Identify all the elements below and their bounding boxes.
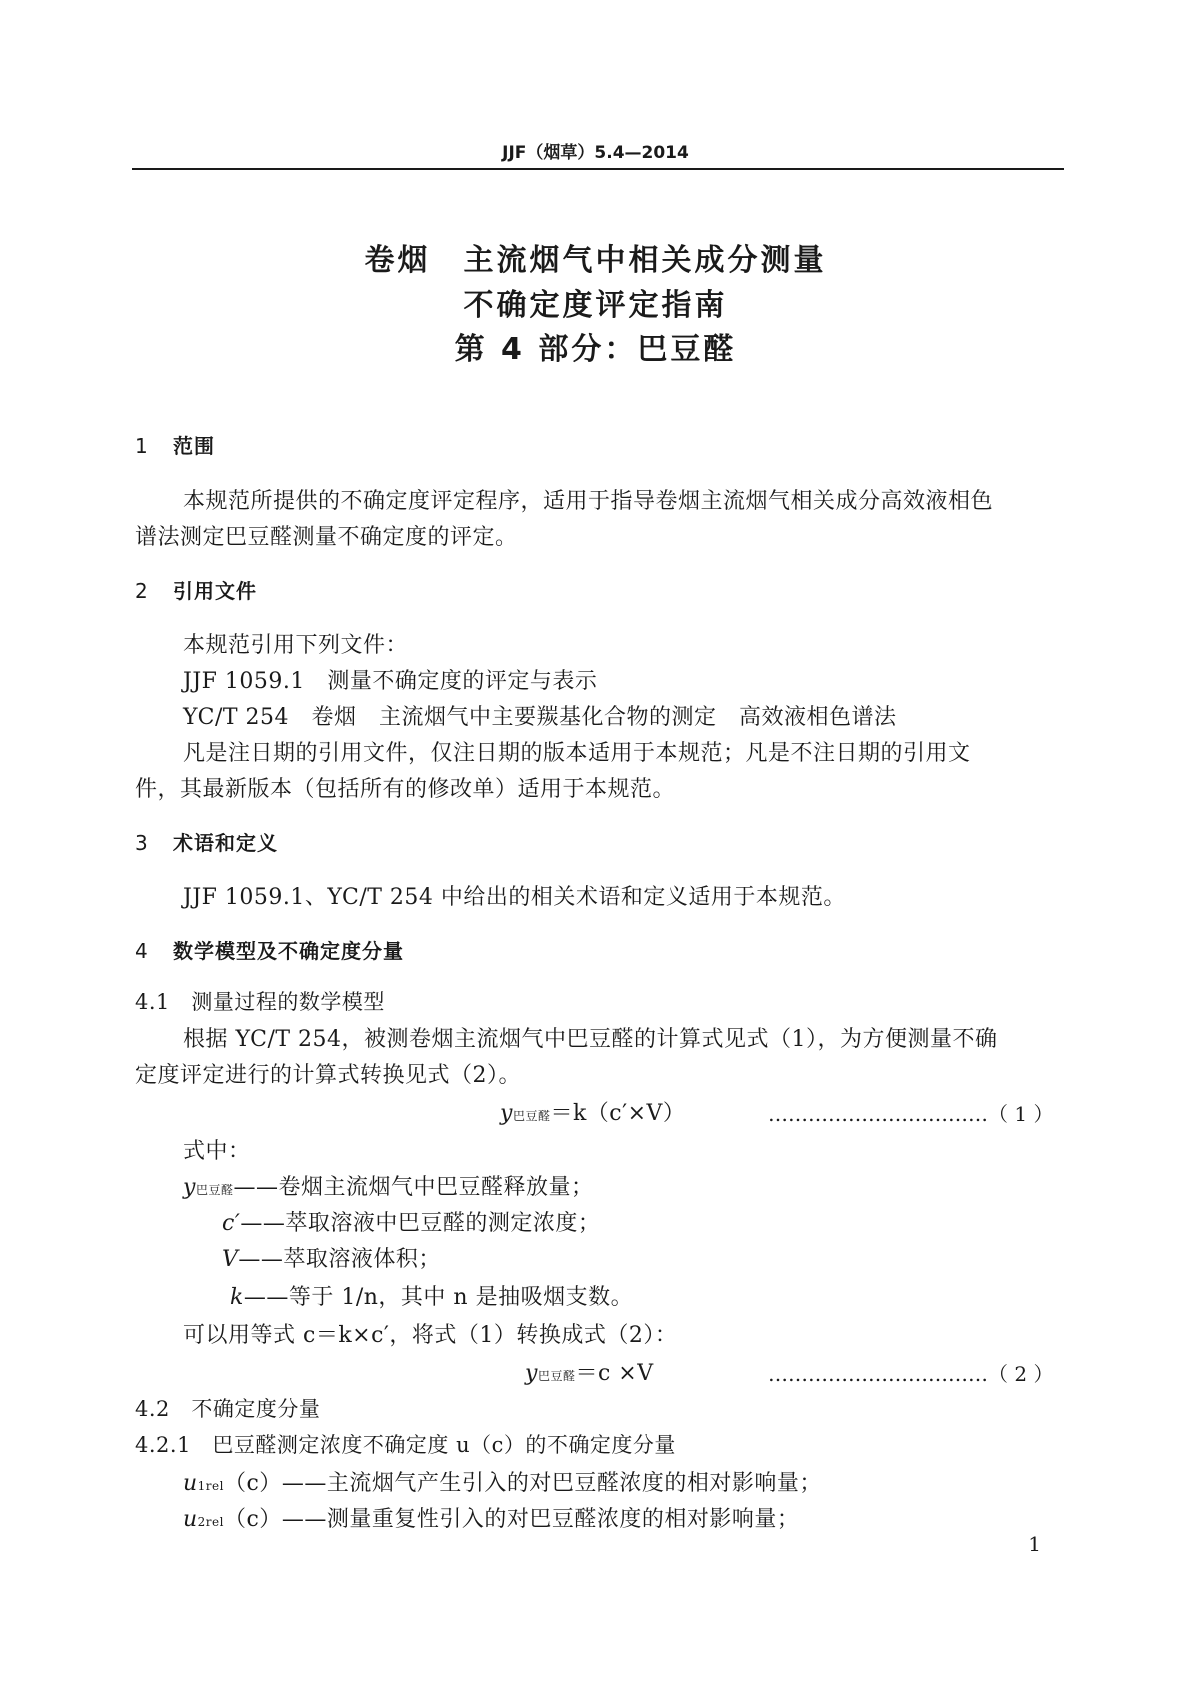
subsection-4-1-para-line-2: 定度评定进行的计算式转换见式（2）。 <box>135 1063 521 1088</box>
section-4-heading <box>135 935 404 964</box>
reference-yct-254: YC/T 254 卷烟 主流烟气中主要羰基化合物的测定 高效液相色谱法 <box>183 705 897 730</box>
definition-y <box>183 1170 593 1201</box>
subsection-4-2-1-heading: 4.2.1 巴豆醛测定浓度不确定度 u（c）的不确定度分量 <box>135 1433 676 1457</box>
u-subscript: 1rel <box>197 1479 224 1493</box>
eq-symbol-y: y <box>500 1101 513 1126</box>
eq-symbol-y: y <box>525 1361 538 1386</box>
reference-jjf-1059: JJF 1059.1 测量不确定度的评定与表示 <box>183 669 598 694</box>
def-symbol: k <box>230 1285 244 1310</box>
section-title: 数学模型及不确定度分量 <box>173 939 404 963</box>
eq-rhs: ＝c ×V <box>575 1361 654 1386</box>
section-number: 4 <box>135 939 149 963</box>
subsection-4-1-para-line-1: 根据 YC/T 254，被测卷烟主流烟气中巴豆醛的计算式见式（1），为方便测量不确 <box>183 1027 998 1052</box>
def-subscript: 巴豆醛 <box>195 1183 234 1197</box>
equation-1-number: ……………………………（ 1 ） <box>768 1102 1054 1126</box>
eq-rhs: ＝k（c′×V） <box>550 1101 686 1126</box>
section-2-para-line-1: 本规范引用下列文件： <box>183 633 409 658</box>
conversion-sentence: 可以用等式 c＝k×c′，将式（1）转换成式（2）： <box>183 1323 678 1348</box>
document-header-code: JJF（烟草）5.4—2014 <box>502 143 689 163</box>
u-symbol: u <box>183 1507 198 1532</box>
u-symbol: u <box>183 1471 198 1496</box>
definition-k <box>230 1280 633 1311</box>
u-text: ——测量重复性引入的对巴豆醛浓度的相对影响量； <box>281 1507 800 1532</box>
eq-subscript: 巴豆醛 <box>512 1109 551 1123</box>
section-3-para: JJF 1059.1、YC/T 254 中给出的相关术语和定义适用于本规范。 <box>183 885 846 910</box>
where-label: 式中： <box>183 1139 251 1164</box>
section-2-heading <box>135 575 257 604</box>
u-text: ——主流烟气产生引入的对巴豆醛浓度的相对影响量； <box>281 1471 822 1496</box>
title-line-1: 卷烟 主流烟气中相关成分测量 <box>364 243 827 278</box>
section-1-heading <box>135 430 215 459</box>
section-title: 引用文件 <box>173 579 257 603</box>
def-text: ——等于 1/n，其中 n 是抽吸烟支数。 <box>243 1285 634 1310</box>
u-arg: （c） <box>223 1471 282 1496</box>
definition-v <box>222 1242 441 1273</box>
def-symbol: y <box>183 1175 196 1200</box>
equation-2-number: ……………………………（ 2 ） <box>768 1362 1054 1386</box>
title-line-3: 第 4 部分：巴豆醛 <box>454 332 737 367</box>
definition-c-prime <box>222 1206 600 1237</box>
section-1-para-line-2: 谱法测定巴豆醛测量不确定度的评定。 <box>135 525 518 550</box>
subsection-4-2-heading: 4.2 不确定度分量 <box>135 1397 321 1421</box>
page-number: 1 <box>1028 1532 1041 1556</box>
title-line-2: 不确定度评定指南 <box>463 288 728 323</box>
section-title: 术语和定义 <box>173 831 278 855</box>
section-title: 范围 <box>173 434 215 458</box>
section-number: 2 <box>135 579 149 603</box>
def-text: ——萃取溶液中巴豆醛的测定浓度； <box>240 1211 601 1236</box>
subsection-4-1-heading: 4.1 测量过程的数学模型 <box>135 990 385 1014</box>
section-3-heading <box>135 827 278 856</box>
section-2-para-line-5: 件，其最新版本（包括所有的修改单）适用于本规范。 <box>135 777 676 802</box>
section-1-para-line-1: 本规范所提供的不确定度评定程序，适用于指导卷烟主流烟气相关成分高效液相色 <box>183 489 994 514</box>
section-number: 1 <box>135 434 149 458</box>
uncertainty-u2 <box>183 1502 799 1533</box>
section-2-para-line-4: 凡是注日期的引用文件，仅注日期的版本适用于本规范；凡是不注日期的引用文 <box>183 741 971 766</box>
def-symbol: V <box>222 1247 239 1272</box>
equation-2 <box>525 1356 654 1387</box>
u-subscript: 2rel <box>197 1515 224 1529</box>
section-number: 3 <box>135 831 149 855</box>
uncertainty-u1 <box>183 1466 822 1497</box>
u-arg: （c） <box>223 1507 282 1532</box>
equation-1 <box>500 1096 685 1127</box>
def-text: ——卷烟主流烟气中巴豆醛释放量； <box>233 1175 594 1200</box>
def-text: ——萃取溶液体积； <box>238 1247 441 1272</box>
def-symbol: c′ <box>222 1211 241 1236</box>
header-rule <box>132 168 1064 170</box>
eq-subscript: 巴豆醛 <box>537 1369 576 1383</box>
